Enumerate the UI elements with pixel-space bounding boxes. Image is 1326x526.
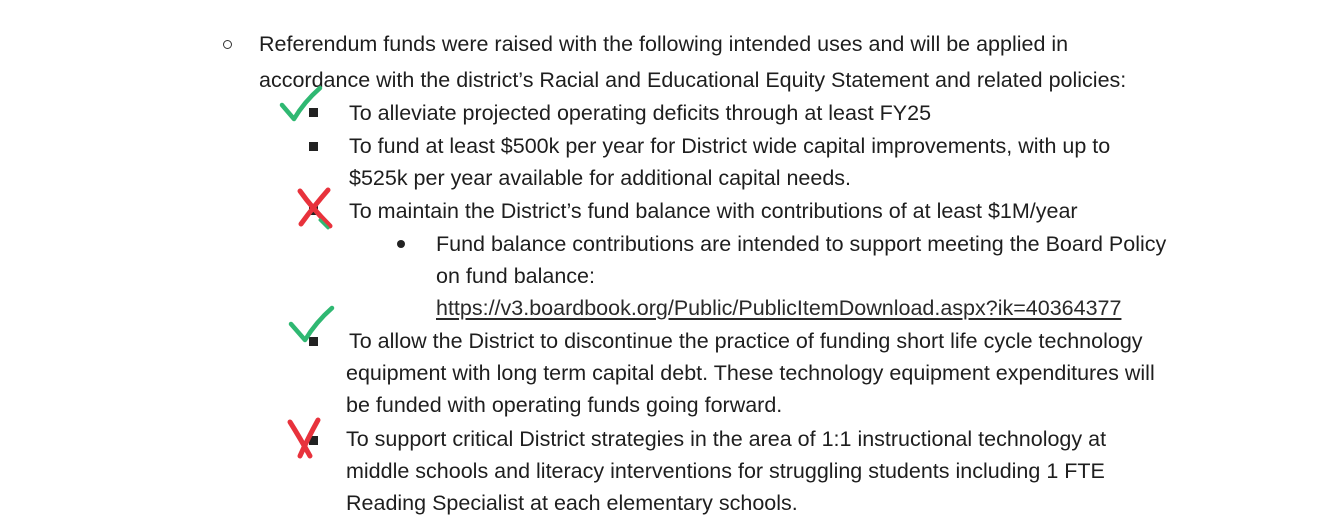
main-item-line-1: Referendum funds were raised with the following intended uses and will be applied in xyxy=(259,32,1069,56)
use-4-line-1: To allow the District to discontinue the practice of funding short life cycle technology xyxy=(349,329,1143,353)
use-5-line-1: To support critical District strategies in the area of 1:1 instructional technology at xyxy=(346,427,1107,451)
red-cross-icon xyxy=(286,416,324,460)
square-bullet xyxy=(309,142,318,151)
circle-bullet xyxy=(223,40,232,49)
green-checkmark-icon xyxy=(286,304,336,346)
use-2-line-1: To fund at least $500k per year for District wide capital improvements, with up to xyxy=(349,134,1111,158)
fund-balance-line-2: on fund balance: xyxy=(436,264,595,288)
red-cross-icon xyxy=(292,186,338,230)
use-3-line-1: To maintain the District’s fund balance with contributions of at least $1M/year xyxy=(349,199,1078,223)
use-5-line-3: Reading Specialist at each elementary schools. xyxy=(346,491,798,515)
use-4-line-3: be funded with operating funds going forward. xyxy=(346,393,783,417)
use-5-line-2: middle schools and literacy interventions for struggling students including 1 FTE xyxy=(346,459,1105,483)
dot-bullet xyxy=(397,240,405,248)
use-2-line-2: $525k per year available for additional capital needs. xyxy=(349,166,851,190)
green-checkmark-icon xyxy=(278,84,324,124)
use-1-line-1: To alleviate projected operating deficits through at least FY25 xyxy=(349,101,932,125)
board-policy-link[interactable]: https://v3.boardbook.org/Public/PublicItemDownload.aspx?ik=40364377 xyxy=(436,296,1122,320)
use-4-line-2: equipment with long term capital debt. These technology equipment expenditures will xyxy=(346,361,1155,385)
fund-balance-line-1: Fund balance contributions are intended to support meeting the Board Policy xyxy=(436,232,1167,256)
main-item-line-2: accordance with the district’s Racial and Educational Equity Statement and related policies: xyxy=(259,68,1127,92)
